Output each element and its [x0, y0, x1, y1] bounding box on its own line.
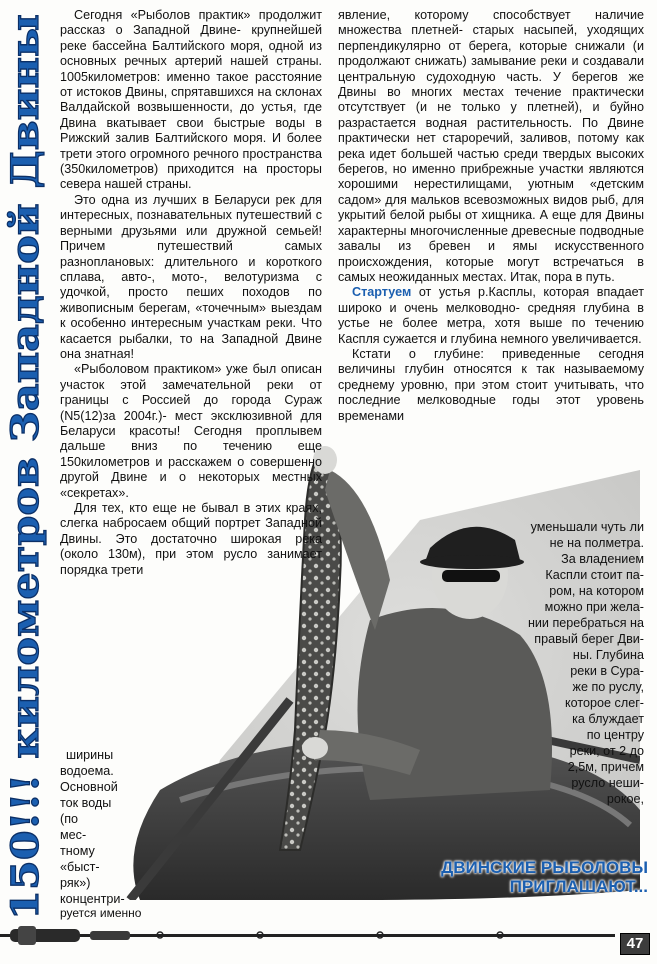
- left-wrap-line: ширины: [66, 748, 114, 762]
- article-title: 150!!! километров Западной Двины: [3, 139, 47, 920]
- right-wrap-line: же по руслу,: [572, 680, 644, 694]
- left-wrap-line: (по: [60, 812, 79, 826]
- right-wrap-line: 2,5м, причем: [567, 760, 644, 774]
- left-wrap-line: водоема.: [60, 764, 114, 778]
- right-wrap-line: по центру: [586, 728, 644, 742]
- left-paragraph-1: Сегодня «Рыболов практик» продолжит рассказ о Западной Двине- крупнейшей реке бассейна Балтийского моря, одной из основных речных артерий нашей страны. 1005километров: именно такое расстояние от истоков Двины, спрятавшихся на склонах Валдайской возвышенности, до устья, где Двина вкатывает свои быстрые воды в Рижский залив Балтийского моря. И более трети этого огромного речного пространства (350километров) приходится на просторы севера нашей страны.: [60, 8, 322, 192]
- right-wrap-line: не на полметра.: [549, 536, 644, 550]
- right-wrap-line: русло неши-: [571, 776, 644, 790]
- left-column: [60, 8, 322, 578]
- right-column: [338, 8, 644, 424]
- left-paragraph-2: Это одна из лучших в Беларуси рек для интересных, познавательных путешествий с верными друзьями или дружной семьей! Причем путешествий самых разноплановых: длительного и короткого сплава, авто-, мото-, велотуризма с удочкой, просто пеших походов по живописным берегам, «точечным» выездам к особенно интересным участкам реки. Что касается рыбалки, то на Западной Двине она знатная!: [60, 192, 322, 361]
- right-wrap-line: уменьшали чуть ли: [530, 520, 644, 534]
- right-wrap-line: ны. Глубина: [572, 648, 644, 662]
- left-wrap-line: ток воды: [60, 796, 112, 810]
- right-wrap-line: нии перебраться на: [527, 616, 644, 630]
- left-paragraph-3: «Рыболовом практиком» уже был описан участок этой замечательной реки от границы с Россией до города Сураж (N5(12)за 2004г.)- мест эксклюзивной для Беларуси красоты! Сегодня проплывем дальше вниз по течению еще 150километров и расскажем о совершенно другой Двине и о некоторых местных «секретах».: [60, 362, 322, 500]
- right-paragraph-3: Кстати о глубине: приведенные сегодня величины глубин относятся к так называемому среднему уровню, при этом стоит учитывать, что последние мелководные годы этот уровень временами: [338, 346, 644, 423]
- left-paragraph-4: Для тех, кто еще не бывал в этих краях, слегка набросаем общий портрет Западной Двины. Это достаточно широкая река (около 130м), при этом русло занимает порядка трети: [60, 501, 322, 577]
- caption-line-2: ПРИГЛАШАЮТ...: [509, 877, 648, 896]
- right-wrap-line: Каспли стоит па-: [545, 568, 644, 582]
- right-paragraph-2: [338, 285, 644, 347]
- right-wrap-line: которое слег-: [565, 696, 644, 710]
- left-wrap-line: Основной: [60, 780, 118, 794]
- fishing-rod-footer: [0, 918, 657, 958]
- right-wrap-line: ка блуждает: [572, 712, 644, 726]
- caption-line-1: ДВИНСКИЕ РЫБОЛОВЫ: [441, 858, 648, 877]
- left-wrap-line: тному: [60, 844, 95, 858]
- right-paragraph-2-text: от устья р.Касплы, которая впадает широко и очень мелководно- средняя глубина в устье не более метра, хотя выше по течению Каспля сужается и глубина немного увеличивается.: [338, 285, 644, 346]
- right-wrap-line: За владением: [561, 552, 644, 566]
- right-wrap-line: реки в Сура-: [570, 664, 644, 678]
- right-wrap-line: реки, от 2 до: [569, 744, 644, 758]
- right-wrap-line: можно при жела-: [544, 600, 644, 614]
- start-highlight: Стартуем: [352, 285, 412, 300]
- left-wrap-line: ряк»): [60, 876, 91, 890]
- page-number: 47: [620, 933, 650, 955]
- left-wrap-line: руется именно: [60, 906, 142, 920]
- right-wrap-line: рокое,: [606, 792, 644, 806]
- right-paragraph-1: явление, которому способствует наличие множества плетней- старых насыпей, уходящих перпендикулярно от берега, которые снижали (и продолжают снижать) замывание реки и создавали центральную судоходную часть. У берегов же Двины во многих местах течение практически отсутствует (и не только у плетней), и буйно разрастается водная растительность. По Двине практически нет староречий, заливов, потому как река идет большей частью среди твердых высоких берегов, но именно прибрежные участки являются хорошими нерестилищами, уютным «детским садом» для мальков всевозможных видов рыб, для укрытий белой рыбы от хищника. А еще для Двины характерны многочисленные древесные подводные завалы из бревен и ямы искусственного происхождения, которые могут встречаться в самых неожиданных местах. Итак, пора в путь.: [338, 8, 644, 284]
- right-wrap-line: правый берег Дви-: [534, 632, 644, 646]
- photo-caption: [420, 858, 648, 896]
- vertical-title: [2, 6, 48, 924]
- left-wrap-line: концентри-: [60, 892, 125, 906]
- right-wrap-line: ром, на котором: [549, 584, 644, 598]
- left-wrap-line: «быст-: [60, 860, 100, 874]
- left-wrap-line: мес-: [60, 828, 87, 842]
